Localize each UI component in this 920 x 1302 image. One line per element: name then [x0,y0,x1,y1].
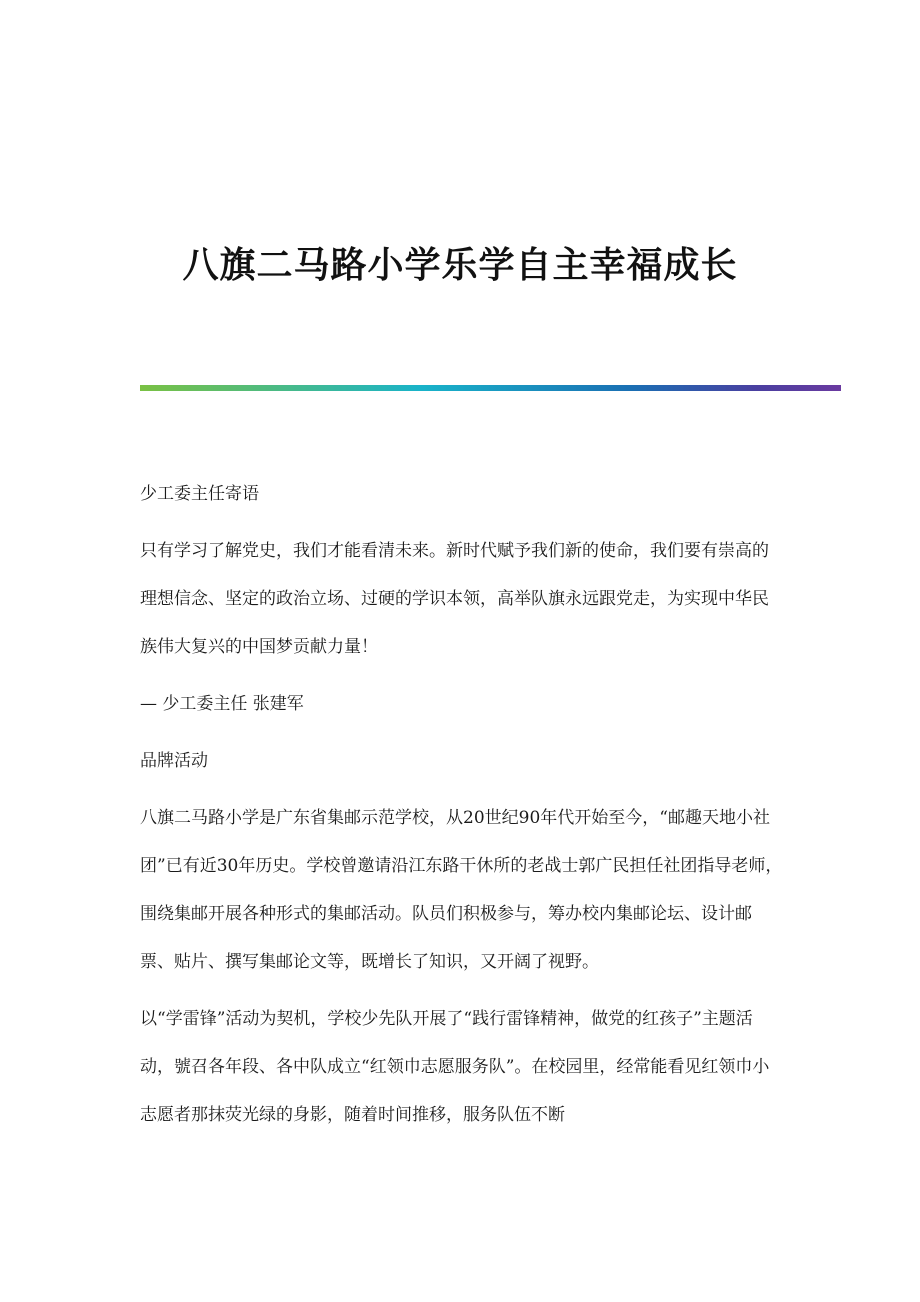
document-body [140,470,785,1148]
body-paragraph-stamp-club: 八旗二马路小学是广东省集邮示范学校，从20世纪90年代开始至今，“邮趣天地小社团”已有近30年历史。学校曾邀请沿江东路干休所的老战士郭广民担任社团指导老师，围绕集邮开展各种形式的集邮活动。队员们积极参与，筹办校内集邮论坛、设计邮票、贴片、撰写集邮论文等，既增长了知识，又开阔了视野。 [140,808,783,972]
title-divider [140,385,841,391]
body-paragraph-message: 只有学习了解党史，我们才能看清未来。新时代赋予我们新的使命，我们要有崇高的理想信念、坚定的政治立场、过硬的学识本领，高举队旗永远跟党走，为实现中华民族伟大复兴的中国梦贡献力量！ [140,541,769,657]
section-heading-message: 少工委主任寄语 [140,484,259,504]
page-title: 八旗二马路小学乐学自主幸福成长 [182,244,738,287]
section-heading-brand-activities: 品牌活动 [140,751,208,771]
signature-line: — 少工委主任 张建军 [140,694,304,714]
body-paragraph-lei-feng: 以“学雷锋”活动为契机，学校少先队开展了“践行雷锋精神，做党的红孩子”主题活动，號召各年段、各中队成立“红领巾志愿服务队”。在校园里，经常能看见红领巾小志愿者那抹荧光绿的身影，随着时间推移，服务队伍不断 [140,1009,770,1125]
